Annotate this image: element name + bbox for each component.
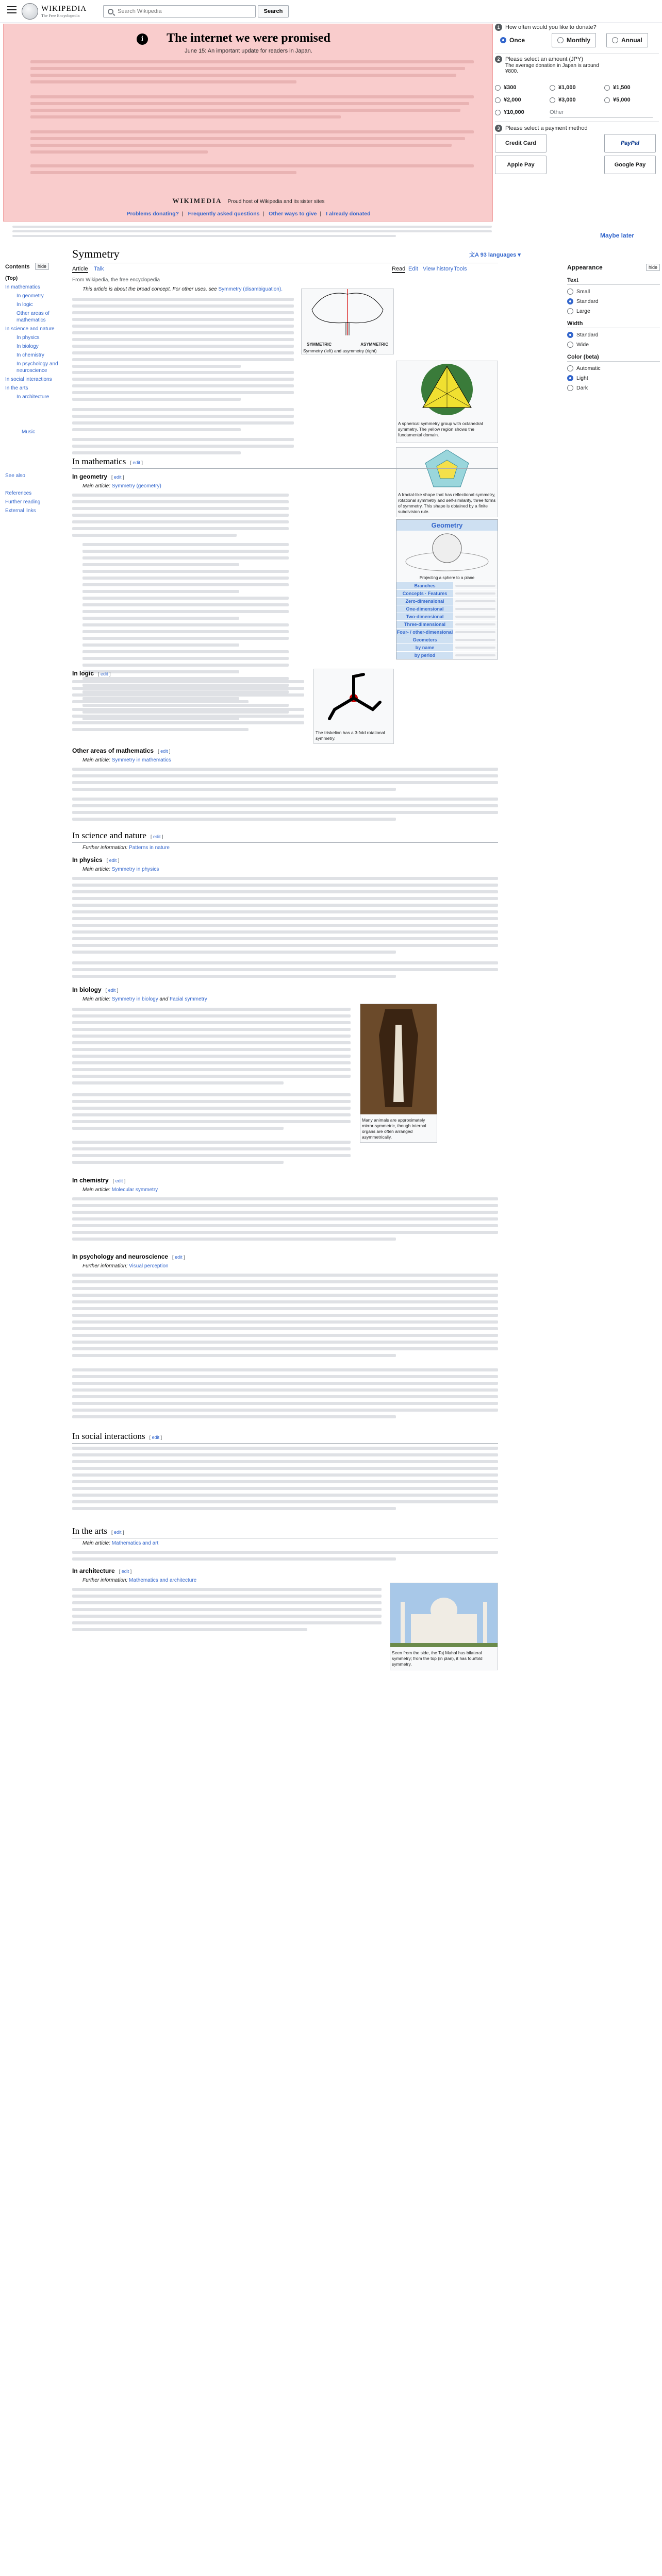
lead-paragraph [72,438,294,458]
banner-paragraph [30,95,474,122]
toc-item[interactable]: Further reading [5,499,41,505]
radio-icon [557,37,564,43]
edit-link[interactable]: edit [108,988,116,993]
paragraph [72,1141,351,1167]
hatnote: Main article: Mathematics and art [82,1540,159,1546]
other-amount-input[interactable]: Other [550,107,653,117]
lead-paragraph [72,371,294,404]
hatnote: Further information: Mathematics and architecture [82,1578,197,1583]
paragraph [72,877,498,957]
geometry-box-row-label: Two-dimensional [396,613,453,620]
toc-title: Contents [5,264,30,270]
appearance-panel [567,264,660,391]
paragraph [72,961,498,981]
search-input[interactable] [118,8,241,14]
toc-item[interactable]: Music [22,429,36,435]
tab-article[interactable]: Article [72,266,88,272]
hatnote: Further information: Visual perception [82,1263,169,1269]
step-heading: 3 Please select a payment method [495,125,588,132]
figure-caption: Many animals are approximately mirror-symmetric, though internal organs are often arranged asymmetrically. [362,1117,426,1140]
appearance-option[interactable] [567,375,660,381]
site-header [0,0,662,23]
toc-item[interactable]: In social interactions [5,377,52,382]
symmetric-label: SYMMETRIC [307,342,332,347]
translate-icon: 文A [469,252,481,258]
tab-edit[interactable]: Edit [408,266,418,272]
main-article-link[interactable]: Symmetry in mathematics [111,757,171,763]
radio-icon [567,375,573,381]
edit-link[interactable]: edit [109,858,117,863]
toc-item[interactable] [5,420,71,427]
triangle-image [396,361,498,418]
paragraph [72,1093,351,1133]
main-article-link[interactable]: Symmetry in biology [111,996,158,1002]
edit-link[interactable]: edit [175,1255,183,1260]
trees-image [302,289,393,341]
geometry-box-row[interactable] [396,651,498,659]
option-label: Automatic [576,365,601,371]
toc-item[interactable]: In physics [16,335,40,341]
toc-item[interactable]: See also [5,473,25,479]
option-label: Wide [576,342,589,348]
taj-mahal-image [390,1583,498,1647]
paragraph [72,680,304,707]
toc-item[interactable] [5,481,71,488]
maybe-later-link[interactable]: Maybe later [600,232,635,239]
toc-item[interactable]: In science and nature [5,326,55,332]
triskelion-image [314,669,393,727]
figure-caption: A spherical symmetry group with octahedral symmetry. The yellow region shows the fundamental domain. [398,421,483,437]
banner-link[interactable]: Problems donating? [126,211,179,217]
amount-option[interactable]: ¥5,000 [604,95,635,105]
toc-item[interactable]: In psychology and neuroscience [16,361,58,374]
width-label: Width [567,320,660,328]
subsection-heading: In geometry [ edit ] [72,473,124,480]
amount-option[interactable]: ¥10,000 [495,107,526,117]
amount-option[interactable]: ¥3,000 [550,95,581,105]
edit-link[interactable]: edit [153,834,161,839]
tagline: From Wikipedia, the free encyclopedia [72,277,160,283]
width-options [567,332,660,348]
option-label: Light [576,375,588,381]
appearance-option[interactable] [567,308,660,314]
horse-figure[interactable] [360,1004,437,1143]
hatnote: This article is about the broad concept. For other uses, see Symmetry (disambiguation). [82,286,283,292]
google-pay-button[interactable]: Google Pay [604,156,656,174]
banner-title: The internet we were promised [167,31,330,45]
geometry-box-row-label: Geometers [396,636,453,643]
further-link[interactable]: Patterns in nature [129,845,170,851]
horse-image [360,1004,437,1114]
toc-list [5,275,71,514]
geometry-box-row-label: Four- / other-dimensional [396,630,453,635]
step-heading: 1 How often would you like to donate? [495,24,659,31]
hatnote: Main article: Molecular symmetry [82,1187,158,1193]
frequency-monthly[interactable]: Monthly [552,33,596,47]
geometry-box-row[interactable] [396,628,498,636]
figure-caption: Symmetry (left) and asymmetry (right) [303,348,377,353]
text-size-label: Text [567,277,660,285]
banner-link[interactable]: Frequently asked questions [188,211,260,217]
octahedral-figure[interactable] [396,361,498,443]
toc-item[interactable]: In architecture [16,394,49,400]
toc-hide-button[interactable]: hide [35,263,49,270]
disambiguation-link[interactable]: Symmetry (disambiguation). [218,286,283,292]
table-of-contents [5,264,71,516]
banner-link[interactable]: I already donated [326,211,371,217]
subsection-heading: In logic [ edit ] [72,670,111,677]
radio-icon [567,342,573,348]
toc-item[interactable]: In logic [16,302,33,308]
toc-item[interactable]: In mathematics [5,284,40,290]
toc-item[interactable]: (Top) [5,276,18,281]
subsection-heading: Other areas of mathematics [ edit ] [72,747,171,754]
radio-icon [567,385,573,391]
toc-item[interactable] [5,411,71,418]
banner-link[interactable]: Other ways to give [269,211,317,217]
amount-option[interactable]: ¥2,000 [495,95,526,105]
taj-mahal-figure[interactable] [390,1583,498,1670]
amount-option[interactable]: ¥1,000 [550,82,581,93]
trees-figure[interactable] [301,289,394,354]
hatnote: Main article: Symmetry (geometry) [82,483,161,489]
geometry-box-title[interactable]: Geometry [396,520,498,531]
frequency-annual[interactable]: Annual [606,33,648,47]
sphere-projection-image [396,531,498,574]
appearance-title: Appearance [567,264,603,271]
wikipedia-logo[interactable] [22,3,87,20]
fundraising-banner [3,24,493,222]
toc-item[interactable]: Other areas of mathematics [16,311,49,323]
main-article-link[interactable]: Molecular symmetry [111,1187,158,1193]
appearance-option[interactable] [567,298,660,304]
privacy-notice [12,226,492,240]
toc-item[interactable]: In geometry [16,293,44,299]
lead-paragraph [72,408,294,435]
subsection-heading: In architecture [ edit ] [72,1567,132,1574]
section-heading: In the arts [ edit ] [72,1526,498,1538]
step-heading: 2 Please select an amount (JPY) [495,56,583,63]
tab-talk[interactable]: Talk [94,266,104,272]
lead-paragraph [72,298,294,371]
radio-icon [567,308,573,314]
main-article-link[interactable]: Symmetry in physics [111,867,159,872]
paragraph [72,1368,498,1422]
logo-tagline: The Free Encyclopedia [41,13,80,18]
toc-item[interactable] [5,455,71,462]
toc-item[interactable] [5,446,71,453]
option-label: Large [576,308,590,314]
section-heading: In science and nature [ edit ] [72,831,498,843]
edit-link[interactable]: edit [133,460,140,465]
section-heading: In mathematics [ edit ] [72,456,498,469]
geometry-box-row-label: Three-dimensional [396,621,453,628]
radio-icon [567,332,573,338]
appearance-option[interactable] [567,365,660,371]
paragraph [72,494,289,540]
amount-option[interactable]: ¥300 [495,82,526,93]
radio-icon [567,289,573,295]
apple-pay-button[interactable]: Apple Pay [495,156,547,174]
globe-icon [22,3,38,20]
banner-paragraph [30,130,474,157]
amount-option[interactable]: ¥1,500 [604,82,635,93]
asymmetric-label: ASYMMETRIC [360,342,388,347]
geometry-box-row-label: by period [396,652,453,659]
edit-link[interactable]: edit [115,1178,123,1183]
hatnote: Main article: Symmetry in mathematics [82,757,171,763]
subsection-heading: In biology [ edit ] [72,986,119,993]
geometry-box-row[interactable] [396,582,498,589]
text-size-options [567,289,660,314]
option-label: Dark [576,385,588,391]
radio-icon [567,298,573,304]
subsection-heading: In physics [ edit ] [72,856,120,863]
appearance-option[interactable] [567,332,660,338]
logo-title: WIKIPEDIA [41,5,87,13]
color-label: Color (beta) [567,354,660,362]
toc-item[interactable]: In chemistry [16,352,44,358]
geometry-box-row[interactable] [396,643,498,651]
edit-link[interactable]: edit [114,1530,122,1535]
appearance-option[interactable] [567,385,660,391]
paragraph [72,1197,498,1244]
paragraph [72,768,498,794]
tab-read[interactable]: Read [392,266,406,272]
geometry-box-row[interactable] [396,589,498,597]
figure-caption: A fractal-like shape that has reflectional symmetry, rotational symmetry and self-similarity, three forms of symmetry. This shape is obtained by a finite subdivision rule. [398,492,496,514]
main-article-link[interactable]: Symmetry (geometry) [111,483,161,489]
hatnote: Main article: Symmetry in biology and Facial symmetry [82,996,207,1002]
geometry-box-row[interactable] [396,620,498,628]
paragraph [72,1008,351,1088]
subsection-heading: In psychology and neuroscience [ edit ] [72,1253,185,1260]
section-heading: In social interactions [ edit ] [72,1431,498,1444]
edit-link[interactable]: edit [152,1435,160,1440]
paragraph [72,1447,498,1514]
further-link[interactable]: Visual perception [129,1263,169,1269]
toc-item[interactable]: In the arts [5,385,28,391]
toc-item[interactable]: References [5,490,32,496]
radio-icon [612,37,618,43]
paypal-button[interactable]: PayPal [604,134,656,152]
geometry-box-row-label: Concepts · Features [396,590,453,597]
toc-item[interactable] [5,437,71,444]
main-menu-icon[interactable] [7,6,16,14]
search-icon [108,9,113,14]
appearance-option[interactable] [567,342,660,348]
option-label: Standard [576,332,599,338]
info-icon: i [137,33,148,45]
edit-link[interactable]: edit [121,1569,129,1574]
edit-link[interactable]: edit [114,474,122,480]
geometry-box-caption: Projecting a sphere to a plane [419,575,475,580]
figure-caption: The triskelion has a 3-fold rotational symmetry. [316,730,385,741]
paragraph [72,1274,498,1361]
paragraph [72,708,304,735]
geometry-box-row-label: One-dimensional [396,605,453,613]
search-button[interactable]: Search [258,5,289,18]
main-article-link[interactable]: Mathematics and art [111,1540,159,1546]
average-note: The average donation in Japan is around ¥800. [505,63,599,74]
paragraph [72,798,498,824]
geometry-box-row-label: Branches [396,582,453,589]
option-label: Standard [576,298,599,304]
figure-caption: Seen from the side, the Taj Mahal has bilateral symmetry; from the top (in plan), it has fourfold symmetry. [392,1650,483,1667]
appearance-option[interactable] [567,289,660,295]
paragraph [72,1551,498,1564]
toc-item[interactable] [5,464,71,470]
paragraph [72,1588,382,1635]
wikimedia-tagline: Proud host of Wikipedia and its sister sites [227,199,325,205]
hatnote: Main article: Symmetry in physics [82,867,159,872]
donation-form [495,24,659,230]
frequency-once[interactable]: Once [500,33,525,47]
toc-item[interactable] [5,402,71,409]
subsection-heading: In chemistry [ edit ] [72,1177,126,1184]
geometry-sidebar [396,519,498,659]
wikimedia-wordmark [4,197,493,205]
credit-card-button[interactable]: Credit Card [495,134,547,152]
further-link[interactable]: Mathematics and architecture [129,1578,197,1583]
geometry-box-row-label: Zero-dimensional [396,598,453,605]
language-button[interactable]: 文A 93 languages ▾ [469,252,521,258]
geometry-box-row[interactable] [396,613,498,620]
radio-icon [500,37,506,43]
toc-item[interactable]: In biology [16,344,39,349]
triskelion-figure[interactable] [313,669,394,744]
hatnote: Further information: Patterns in nature [82,845,170,851]
edit-link[interactable]: edit [101,671,108,676]
banner-links: Problems donating? | Frequently asked questions | Other ways to give | I already donated [126,211,371,217]
color-options [567,365,660,391]
tab-tools[interactable]: Tools [454,266,467,272]
tab-view-history[interactable]: View history [423,266,454,272]
geometry-box-row[interactable] [396,605,498,613]
option-label: Small [576,289,590,295]
wikimedia-name: WIKIMEDIA [172,197,222,205]
toc-item[interactable]: External links [5,508,36,514]
geometry-box-row-label: by name [396,644,453,651]
geometry-box-row[interactable] [396,636,498,643]
banner-paragraph [30,60,474,87]
banner-paragraph [30,164,474,178]
banner-subtitle: June 15: An important update for readers in Japan. [185,48,312,54]
page-title: Symmetry [72,247,120,260]
main-article-link[interactable]: Facial symmetry [169,996,207,1002]
appearance-hide-button[interactable]: hide [646,264,660,271]
geometry-box-row[interactable] [396,597,498,605]
edit-link[interactable]: edit [160,749,168,754]
radio-icon [567,365,573,371]
search-box [103,5,256,18]
